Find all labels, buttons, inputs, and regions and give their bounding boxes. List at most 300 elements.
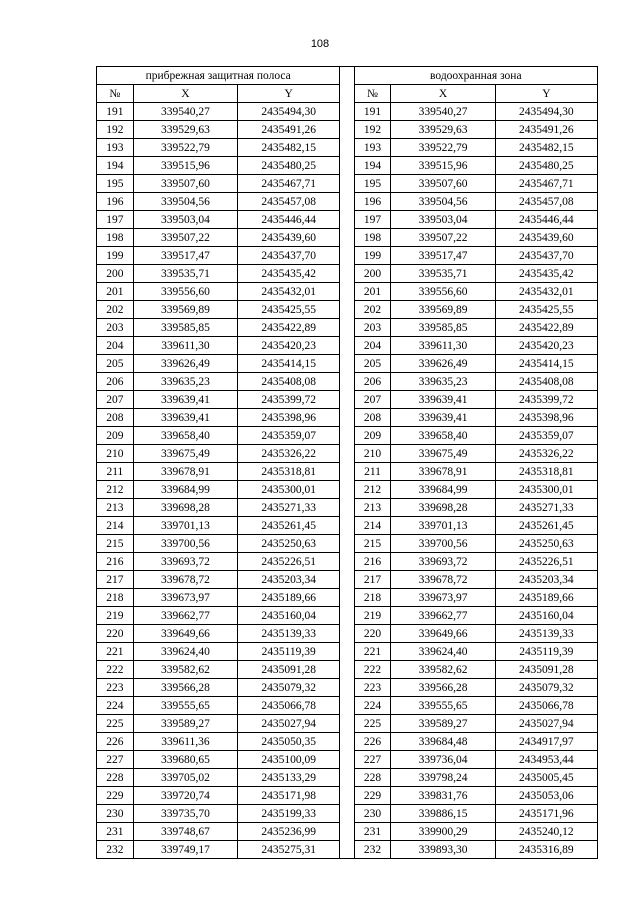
- left-y-coordinate: 2435494,30: [238, 103, 340, 121]
- table-row: [97, 445, 598, 463]
- right-x-coordinate: 339736,04: [391, 751, 495, 769]
- column-gap: [340, 355, 354, 373]
- table-row: [97, 823, 598, 841]
- right-y-coordinate: 2435399,72: [495, 391, 597, 409]
- right-point-number: 217: [354, 571, 391, 589]
- right-y-coordinate: 2435119,39: [495, 643, 597, 661]
- column-gap: [340, 589, 354, 607]
- left-y-coordinate: 2435079,32: [238, 679, 340, 697]
- right-point-number: 222: [354, 661, 391, 679]
- right-point-number: 201: [354, 283, 391, 301]
- left-y-coordinate: 2435119,39: [238, 643, 340, 661]
- column-gap: [340, 481, 354, 499]
- right-x-coordinate: 339658,40: [391, 427, 495, 445]
- section-title-row: [97, 67, 598, 85]
- left-x-coordinate: 339701,13: [133, 517, 237, 535]
- column-gap: [340, 499, 354, 517]
- left-y-coordinate: 2435326,22: [238, 445, 340, 463]
- column-gap: [340, 679, 354, 697]
- table-row: [97, 391, 598, 409]
- right-y-coordinate: 2435491,26: [495, 121, 597, 139]
- table-row: [97, 139, 598, 157]
- column-gap: [340, 265, 354, 283]
- right-point-number: 213: [354, 499, 391, 517]
- left-x-coordinate: 339680,65: [133, 751, 237, 769]
- left-x-coordinate: 339569,89: [133, 301, 237, 319]
- right-y-coordinate: 2435091,28: [495, 661, 597, 679]
- right-y-header: Y: [495, 85, 597, 103]
- left-point-number: 205: [97, 355, 134, 373]
- table-row: [97, 607, 598, 625]
- right-point-number: 218: [354, 589, 391, 607]
- column-gap: [340, 319, 354, 337]
- column-gap: [340, 175, 354, 193]
- right-y-coordinate: 2435005,45: [495, 769, 597, 787]
- right-y-coordinate: 2435482,15: [495, 139, 597, 157]
- coordinates-table: [96, 66, 598, 859]
- right-section-title: водоохранная зона: [354, 67, 597, 85]
- left-x-coordinate: 339735,70: [133, 805, 237, 823]
- right-x-coordinate: 339529,63: [391, 121, 495, 139]
- right-point-number: 227: [354, 751, 391, 769]
- table-row: [97, 373, 598, 391]
- left-x-coordinate: 339639,41: [133, 391, 237, 409]
- left-x-coordinate: 339675,49: [133, 445, 237, 463]
- left-y-coordinate: 2435420,23: [238, 337, 340, 355]
- left-x-coordinate: 339639,41: [133, 409, 237, 427]
- right-x-coordinate: 339678,91: [391, 463, 495, 481]
- left-x-coordinate: 339522,79: [133, 139, 237, 157]
- right-y-coordinate: 2435171,96: [495, 805, 597, 823]
- right-point-number: 216: [354, 553, 391, 571]
- left-y-coordinate: 2435271,33: [238, 499, 340, 517]
- right-y-coordinate: 2435398,96: [495, 409, 597, 427]
- left-x-coordinate: 339662,77: [133, 607, 237, 625]
- column-gap: [340, 571, 354, 589]
- column-gap: [340, 103, 354, 121]
- column-gap: [340, 445, 354, 463]
- right-point-number: 223: [354, 679, 391, 697]
- column-header-row: [97, 85, 598, 103]
- right-point-number: 206: [354, 373, 391, 391]
- right-y-coordinate: 2434917,97: [495, 733, 597, 751]
- table-row: [97, 643, 598, 661]
- right-x-coordinate: 339639,41: [391, 391, 495, 409]
- table-row: [97, 535, 598, 553]
- left-x-coordinate: 339635,23: [133, 373, 237, 391]
- table-row: [97, 103, 598, 121]
- right-x-coordinate: 339504,56: [391, 193, 495, 211]
- left-point-number: 199: [97, 247, 134, 265]
- right-x-header: X: [391, 85, 495, 103]
- table-row: [97, 553, 598, 571]
- right-y-coordinate: 2435271,33: [495, 499, 597, 517]
- right-x-coordinate: 339566,28: [391, 679, 495, 697]
- left-y-header: Y: [238, 85, 340, 103]
- left-x-coordinate: 339693,72: [133, 553, 237, 571]
- left-x-coordinate: 339589,27: [133, 715, 237, 733]
- left-x-coordinate: 339720,74: [133, 787, 237, 805]
- left-number-header: №: [97, 85, 134, 103]
- left-x-coordinate: 339658,40: [133, 427, 237, 445]
- left-point-number: 209: [97, 427, 134, 445]
- right-y-coordinate: 2435480,25: [495, 157, 597, 175]
- right-x-coordinate: 339569,89: [391, 301, 495, 319]
- left-section-title: прибрежная защитная полоса: [97, 67, 340, 85]
- right-x-coordinate: 339589,27: [391, 715, 495, 733]
- left-point-number: 200: [97, 265, 134, 283]
- right-point-number: 195: [354, 175, 391, 193]
- left-point-number: 191: [97, 103, 134, 121]
- left-point-number: 214: [97, 517, 134, 535]
- left-point-number: 193: [97, 139, 134, 157]
- right-y-coordinate: 2435053,06: [495, 787, 597, 805]
- left-point-number: 194: [97, 157, 134, 175]
- left-point-number: 201: [97, 283, 134, 301]
- right-x-coordinate: 339886,15: [391, 805, 495, 823]
- column-gap: [340, 373, 354, 391]
- right-point-number: 200: [354, 265, 391, 283]
- right-point-number: 196: [354, 193, 391, 211]
- right-point-number: 221: [354, 643, 391, 661]
- left-y-coordinate: 2435482,15: [238, 139, 340, 157]
- left-x-coordinate: 339555,65: [133, 697, 237, 715]
- table-row: [97, 499, 598, 517]
- left-point-number: 203: [97, 319, 134, 337]
- left-x-coordinate: 339626,49: [133, 355, 237, 373]
- left-x-coordinate: 339748,67: [133, 823, 237, 841]
- right-x-coordinate: 339517,47: [391, 247, 495, 265]
- column-gap: [340, 607, 354, 625]
- table-row: [97, 841, 598, 859]
- left-y-coordinate: 2435160,04: [238, 607, 340, 625]
- left-y-coordinate: 2435199,33: [238, 805, 340, 823]
- left-point-number: 204: [97, 337, 134, 355]
- left-y-coordinate: 2435261,45: [238, 517, 340, 535]
- column-gap: [340, 751, 354, 769]
- left-point-number: 228: [97, 769, 134, 787]
- table-row: [97, 283, 598, 301]
- table-row: [97, 751, 598, 769]
- left-x-coordinate: 339678,91: [133, 463, 237, 481]
- left-x-coordinate: 339507,60: [133, 175, 237, 193]
- table-row: [97, 787, 598, 805]
- right-point-number: 226: [354, 733, 391, 751]
- column-gap: [340, 787, 354, 805]
- right-x-coordinate: 339684,99: [391, 481, 495, 499]
- right-point-number: 204: [354, 337, 391, 355]
- right-x-coordinate: 339535,71: [391, 265, 495, 283]
- table-row: [97, 589, 598, 607]
- table-row: [97, 661, 598, 679]
- table-row: [97, 733, 598, 751]
- table-row: [97, 265, 598, 283]
- column-gap: [340, 85, 354, 103]
- left-x-coordinate: 339698,28: [133, 499, 237, 517]
- left-point-number: 230: [97, 805, 134, 823]
- column-gap: [340, 121, 354, 139]
- right-point-number: 214: [354, 517, 391, 535]
- left-x-coordinate: 339611,36: [133, 733, 237, 751]
- right-point-number: 199: [354, 247, 391, 265]
- column-gap: [340, 229, 354, 247]
- table-row: [97, 121, 598, 139]
- left-point-number: 198: [97, 229, 134, 247]
- left-point-number: 223: [97, 679, 134, 697]
- column-gap: [340, 805, 354, 823]
- right-point-number: 194: [354, 157, 391, 175]
- right-y-coordinate: 2435160,04: [495, 607, 597, 625]
- left-point-number: 207: [97, 391, 134, 409]
- left-point-number: 218: [97, 589, 134, 607]
- left-y-coordinate: 2435414,15: [238, 355, 340, 373]
- right-y-coordinate: 2435437,70: [495, 247, 597, 265]
- right-x-coordinate: 339678,72: [391, 571, 495, 589]
- left-x-coordinate: 339556,60: [133, 283, 237, 301]
- column-gap: [340, 427, 354, 445]
- column-gap: [340, 409, 354, 427]
- left-point-number: 232: [97, 841, 134, 859]
- right-y-coordinate: 2435316,89: [495, 841, 597, 859]
- right-y-coordinate: 2435425,55: [495, 301, 597, 319]
- column-gap: [340, 625, 354, 643]
- right-x-coordinate: 339635,23: [391, 373, 495, 391]
- right-point-number: 208: [354, 409, 391, 427]
- column-gap: [340, 661, 354, 679]
- right-x-coordinate: 339698,28: [391, 499, 495, 517]
- right-x-coordinate: 339585,85: [391, 319, 495, 337]
- table-row: [97, 427, 598, 445]
- table-row: [97, 481, 598, 499]
- left-y-coordinate: 2435139,33: [238, 625, 340, 643]
- right-point-number: 212: [354, 481, 391, 499]
- right-point-number: 229: [354, 787, 391, 805]
- right-point-number: 211: [354, 463, 391, 481]
- left-x-coordinate: 339611,30: [133, 337, 237, 355]
- left-point-number: 211: [97, 463, 134, 481]
- table-row: [97, 175, 598, 193]
- left-x-coordinate: 339507,22: [133, 229, 237, 247]
- left-point-number: 196: [97, 193, 134, 211]
- table-row: [97, 679, 598, 697]
- left-x-coordinate: 339515,96: [133, 157, 237, 175]
- right-number-header: №: [354, 85, 391, 103]
- left-point-number: 195: [97, 175, 134, 193]
- left-point-number: 221: [97, 643, 134, 661]
- right-x-coordinate: 339684,48: [391, 733, 495, 751]
- left-x-coordinate: 339535,71: [133, 265, 237, 283]
- right-x-coordinate: 339693,72: [391, 553, 495, 571]
- right-y-coordinate: 2435457,08: [495, 193, 597, 211]
- left-x-coordinate: 339624,40: [133, 643, 237, 661]
- right-point-number: 202: [354, 301, 391, 319]
- column-gap: [340, 769, 354, 787]
- left-point-number: 202: [97, 301, 134, 319]
- right-point-number: 215: [354, 535, 391, 553]
- right-y-coordinate: 2435318,81: [495, 463, 597, 481]
- column-gap: [340, 139, 354, 157]
- left-y-coordinate: 2435226,51: [238, 553, 340, 571]
- left-y-coordinate: 2435050,35: [238, 733, 340, 751]
- left-y-coordinate: 2435480,25: [238, 157, 340, 175]
- left-point-number: 226: [97, 733, 134, 751]
- left-y-coordinate: 2435359,07: [238, 427, 340, 445]
- left-point-number: 225: [97, 715, 134, 733]
- right-x-coordinate: 339639,41: [391, 409, 495, 427]
- right-x-coordinate: 339507,22: [391, 229, 495, 247]
- right-point-number: 220: [354, 625, 391, 643]
- table-row: [97, 193, 598, 211]
- left-y-coordinate: 2435446,44: [238, 211, 340, 229]
- left-x-coordinate: 339700,56: [133, 535, 237, 553]
- left-y-coordinate: 2435398,96: [238, 409, 340, 427]
- right-x-coordinate: 339893,30: [391, 841, 495, 859]
- right-x-coordinate: 339831,76: [391, 787, 495, 805]
- left-y-coordinate: 2435027,94: [238, 715, 340, 733]
- right-y-coordinate: 2435432,01: [495, 283, 597, 301]
- right-point-number: 230: [354, 805, 391, 823]
- column-gap: [340, 247, 354, 265]
- left-y-coordinate: 2435425,55: [238, 301, 340, 319]
- left-y-coordinate: 2435189,66: [238, 589, 340, 607]
- table-row: [97, 517, 598, 535]
- left-y-coordinate: 2435491,26: [238, 121, 340, 139]
- right-y-coordinate: 2435240,12: [495, 823, 597, 841]
- right-x-coordinate: 339624,40: [391, 643, 495, 661]
- right-y-coordinate: 2435359,07: [495, 427, 597, 445]
- right-point-number: 205: [354, 355, 391, 373]
- left-point-number: 212: [97, 481, 134, 499]
- left-x-header: X: [133, 85, 237, 103]
- left-y-coordinate: 2435422,89: [238, 319, 340, 337]
- right-y-coordinate: 2435446,44: [495, 211, 597, 229]
- right-point-number: 232: [354, 841, 391, 859]
- left-y-coordinate: 2435133,29: [238, 769, 340, 787]
- right-point-number: 228: [354, 769, 391, 787]
- right-point-number: 219: [354, 607, 391, 625]
- right-y-coordinate: 2435494,30: [495, 103, 597, 121]
- left-y-coordinate: 2435432,01: [238, 283, 340, 301]
- left-y-coordinate: 2435300,01: [238, 481, 340, 499]
- left-point-number: 197: [97, 211, 134, 229]
- left-y-coordinate: 2435399,72: [238, 391, 340, 409]
- right-point-number: 193: [354, 139, 391, 157]
- right-x-coordinate: 339503,04: [391, 211, 495, 229]
- left-x-coordinate: 339649,66: [133, 625, 237, 643]
- left-x-coordinate: 339585,85: [133, 319, 237, 337]
- right-x-coordinate: 339515,96: [391, 157, 495, 175]
- left-y-coordinate: 2435100,09: [238, 751, 340, 769]
- right-x-coordinate: 339675,49: [391, 445, 495, 463]
- left-point-number: 210: [97, 445, 134, 463]
- table-row: [97, 463, 598, 481]
- left-point-number: 215: [97, 535, 134, 553]
- right-point-number: 224: [354, 697, 391, 715]
- column-gap: [340, 643, 354, 661]
- table-row: [97, 301, 598, 319]
- right-y-coordinate: 2435139,33: [495, 625, 597, 643]
- table-row: [97, 229, 598, 247]
- left-point-number: 213: [97, 499, 134, 517]
- left-y-coordinate: 2435250,63: [238, 535, 340, 553]
- right-y-coordinate: 2435226,51: [495, 553, 597, 571]
- left-x-coordinate: 339684,99: [133, 481, 237, 499]
- right-x-coordinate: 339611,30: [391, 337, 495, 355]
- table-row: [97, 571, 598, 589]
- left-point-number: 229: [97, 787, 134, 805]
- left-point-number: 216: [97, 553, 134, 571]
- right-x-coordinate: 339522,79: [391, 139, 495, 157]
- left-point-number: 224: [97, 697, 134, 715]
- table-row: [97, 625, 598, 643]
- right-y-coordinate: 2435408,08: [495, 373, 597, 391]
- left-x-coordinate: 339529,63: [133, 121, 237, 139]
- left-point-number: 219: [97, 607, 134, 625]
- left-x-coordinate: 339503,04: [133, 211, 237, 229]
- right-y-coordinate: 2435420,23: [495, 337, 597, 355]
- right-x-coordinate: 339662,77: [391, 607, 495, 625]
- right-x-coordinate: 339555,65: [391, 697, 495, 715]
- column-gap: [340, 211, 354, 229]
- table-row: [97, 715, 598, 733]
- right-point-number: 191: [354, 103, 391, 121]
- left-y-coordinate: 2435408,08: [238, 373, 340, 391]
- right-point-number: 225: [354, 715, 391, 733]
- right-x-coordinate: 339701,13: [391, 517, 495, 535]
- table-row: [97, 157, 598, 175]
- right-x-coordinate: 339673,97: [391, 589, 495, 607]
- right-x-coordinate: 339582,62: [391, 661, 495, 679]
- column-gap: [340, 157, 354, 175]
- table-row: [97, 355, 598, 373]
- right-x-coordinate: 339507,60: [391, 175, 495, 193]
- right-x-coordinate: 339700,56: [391, 535, 495, 553]
- right-y-coordinate: 2435079,32: [495, 679, 597, 697]
- column-gap: [340, 823, 354, 841]
- right-x-coordinate: 339626,49: [391, 355, 495, 373]
- right-point-number: 197: [354, 211, 391, 229]
- left-y-coordinate: 2435066,78: [238, 697, 340, 715]
- column-gap: [340, 301, 354, 319]
- column-gap: [340, 283, 354, 301]
- column-gap: [340, 841, 354, 859]
- left-point-number: 227: [97, 751, 134, 769]
- table-row: [97, 769, 598, 787]
- right-y-coordinate: 2435422,89: [495, 319, 597, 337]
- left-x-coordinate: 339678,72: [133, 571, 237, 589]
- right-y-coordinate: 2435439,60: [495, 229, 597, 247]
- left-y-coordinate: 2435091,28: [238, 661, 340, 679]
- left-y-coordinate: 2435275,31: [238, 841, 340, 859]
- left-y-coordinate: 2435203,34: [238, 571, 340, 589]
- left-y-coordinate: 2435318,81: [238, 463, 340, 481]
- left-point-number: 231: [97, 823, 134, 841]
- column-gap: [340, 193, 354, 211]
- right-y-coordinate: 2435027,94: [495, 715, 597, 733]
- left-x-coordinate: 339504,56: [133, 193, 237, 211]
- column-gap: [340, 391, 354, 409]
- column-gap: [340, 463, 354, 481]
- table-row: [97, 697, 598, 715]
- table-row: [97, 247, 598, 265]
- table-row: [97, 319, 598, 337]
- left-point-number: 192: [97, 121, 134, 139]
- right-x-coordinate: 339556,60: [391, 283, 495, 301]
- left-x-coordinate: 339705,02: [133, 769, 237, 787]
- right-x-coordinate: 339649,66: [391, 625, 495, 643]
- right-point-number: 198: [354, 229, 391, 247]
- column-gap: [340, 553, 354, 571]
